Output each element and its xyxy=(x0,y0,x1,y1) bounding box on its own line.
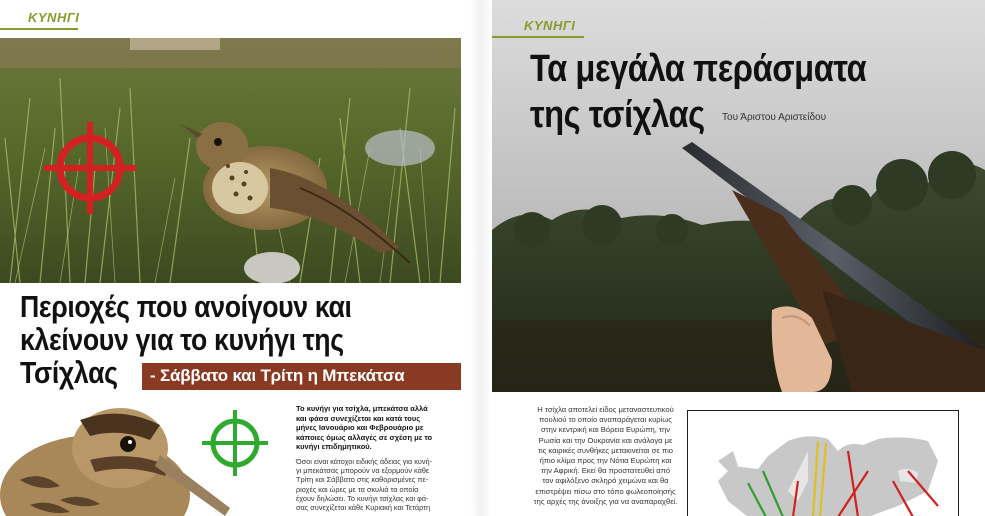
right-headline-line: Τα μεγάλα περάσματα xyxy=(530,48,867,90)
left-headline-line: Τσίχλας xyxy=(20,355,118,390)
left-page xyxy=(0,0,470,516)
body-line: τις καιρικές συνθήκες μετακινείται σε πιο xyxy=(537,445,674,455)
section-rule xyxy=(0,28,78,30)
page-gutter xyxy=(470,0,492,516)
left-body-paragraph xyxy=(296,457,461,512)
woodcock-photo xyxy=(0,400,230,516)
left-headline-line: Περιοχές που ανοίγουν και xyxy=(20,289,352,324)
body-line: έχουν δηλώσει. Το κυνήγι τσίχλας και φά- xyxy=(296,493,429,503)
crosshair-red-icon xyxy=(42,120,138,216)
body-line: τον αφιλόξενο σκληρό χειμώνα και θα xyxy=(542,476,669,486)
section-tag: ΚΥΝΗΓΙ xyxy=(524,18,576,33)
author-byline: Του Άριστου Αριστείδου xyxy=(722,112,827,123)
section-rule xyxy=(492,36,584,38)
right-headline xyxy=(530,46,866,138)
section-tag: ΚΥΝΗΓΙ xyxy=(28,10,80,25)
body-line: την Αφρική. Εκεί θα προστατευθεί από xyxy=(540,466,671,476)
body-line: της αρχές της άνοιξης για να αναπαραχθεί. xyxy=(533,496,678,506)
migration-map xyxy=(687,410,959,516)
body-line: πουλιού το οποίο αναπαράγεται κυρίως xyxy=(539,415,672,425)
body-line: Όσοι είναι κάτοχοι ειδικής άδειας για κυνή- xyxy=(296,457,433,466)
right-headline-line: της τσίχλας xyxy=(530,94,705,136)
left-headline-line: κλείνουν για το κυνήγι της xyxy=(20,322,344,357)
body-line: Τρίτη και Σάββατο στις καθορισμένες πε- xyxy=(296,475,429,485)
crosshair-green-icon xyxy=(200,408,270,478)
lead-line: και φάσα συνεχίζεται και κατά τους xyxy=(296,413,421,423)
body-line: Ρωσία και την Ουκρανία και ανάλογα με xyxy=(538,435,673,445)
lead-line: κυνήγι επιδημητικού. xyxy=(296,442,372,451)
body-line: γι μπεκάτσας μπορούν να εξορμούν κάθε xyxy=(296,466,430,476)
body-line: επιστρέψει πίσω στο τόπο φωλεοποίησής xyxy=(535,486,676,496)
subheadline: - Σάββατο και Τρίτη η Μπεκάτσα xyxy=(150,366,405,385)
right-body-paragraph xyxy=(528,405,683,507)
lead-line: κάποιες όμως αλλαγές σε σχέση με το xyxy=(296,432,433,442)
lead-paragraph xyxy=(296,404,461,452)
lead-line: μήνες Ιανουάριο και Φεβρουάριο με xyxy=(296,423,424,432)
body-line: ήπιο κλίμα προς την Νότια Ευρώπη και xyxy=(539,456,672,466)
body-line: ριοχές και ώρες με τα σκυλιά τα οποία xyxy=(296,484,419,494)
body-line: στην κεντρική και Βόρεια Ευρώπη, την xyxy=(540,425,671,435)
body-line: Η τσίχλα αποτελεί είδος μεταναστευτικού xyxy=(537,405,674,414)
lead-line: Το κυνήγι για τσίχλα, μπεκάτσα αλλά xyxy=(296,404,428,413)
body-line: σας συνεχίζεται κάθε Κυριακή και Τετάρτη xyxy=(296,503,431,513)
